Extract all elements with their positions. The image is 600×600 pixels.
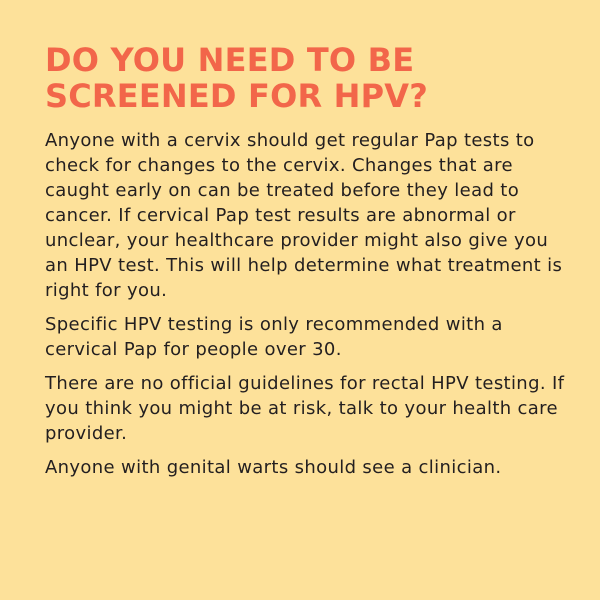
- headline: [45, 42, 565, 114]
- paragraph-hpv-testing-age: Specific HPV testing is only recommended with a cervical Pap for people over 30.: [45, 314, 503, 360]
- headline-line-2: SCREENED FOR HPV?: [45, 77, 429, 115]
- headline-line-1: DO YOU NEED TO BE: [45, 41, 415, 79]
- paragraph-rectal-testing: There are no official guidelines for rectal HPV testing. If you think you might be at risk, talk to your health care provider.: [45, 373, 565, 444]
- paragraph-screening-overview: Anyone with a cervix should get regular Pap tests to check for changes to the cervix. Changes that are caught early on can be treated before they lead to cancer. If cervical Pap test results are abnormal or unclear, your healthcare provider might also give you an HPV test. This will help determine what treatment is right for you.: [45, 130, 563, 301]
- body-copy: [45, 128, 570, 480]
- paragraph-genital-warts: Anyone with genital warts should see a clinician.: [45, 457, 502, 478]
